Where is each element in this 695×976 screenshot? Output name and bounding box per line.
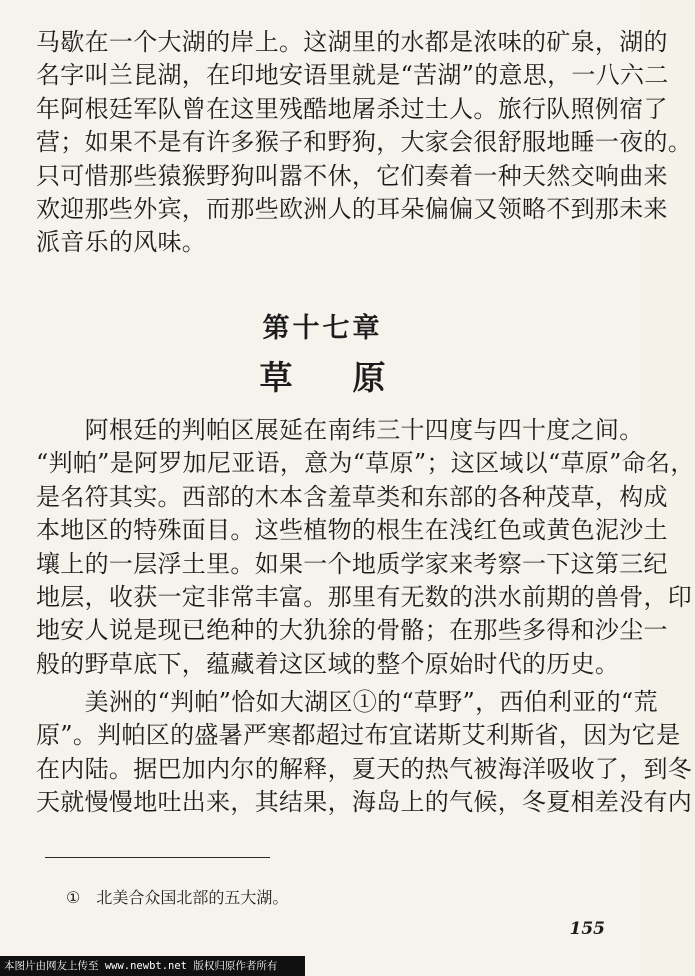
text-line: 派音乐的风味。 xyxy=(36,228,207,257)
footnote-mark: ① xyxy=(66,888,81,907)
text-line: 马歇在一个大湖的岸上。这湖里的水都是浓味的矿泉，湖的 xyxy=(36,28,668,56)
text-line: 天就慢慢地吐出来，其结果，海岛上的气候，冬夏相差没有内 xyxy=(36,788,693,817)
footnote xyxy=(66,885,288,908)
paragraph-continuation xyxy=(36,26,693,260)
text-line: 营；如果不是有许多猴子和野狗，大家会很舒服地睡一夜的。 xyxy=(36,128,693,157)
chapter-title: 草原 xyxy=(259,358,446,397)
watermark-banner: 本图片由网友上传至 www.newbt.net 版权归原作者所有 xyxy=(0,956,305,976)
footnote-divider xyxy=(45,857,270,858)
text-line: 美洲的“判帕”恰如大湖区①的“草野”，西伯利亚的“荒 xyxy=(36,688,658,716)
text-line: 年阿根廷军队曾在这里残酷地屠杀过土人。旅行队照例宿了 xyxy=(36,94,668,123)
footnote-text: 北美合众国北部的五大湖。 xyxy=(96,888,289,907)
text-line: 本地区的特殊面目。这些植物的根生在浅红色或黄色泥沙土 xyxy=(36,516,668,545)
text-line: 壤上的一层浮土里。如果一个地质学家来考察一下这第三纪 xyxy=(36,549,668,578)
paragraph-pampas-climate xyxy=(36,686,693,820)
text-line: 原”。判帕区的盛暑严寒都超过布宜诺斯艾利斯省，因为它是 xyxy=(36,721,681,750)
text-line: 般的野草底下，蕴藏着这区域的整个原始时代的历史。 xyxy=(36,649,620,678)
text-line: 只可惜那些猿猴野狗叫嚣不休，它们奏着一种天然交响曲来 xyxy=(36,161,668,190)
text-line: 地层，收获一定非常丰富。那里有无数的洪水前期的兽骨，印 xyxy=(36,583,693,612)
text-line: 阿根廷的判帕区展延在南纬三十四度与四十度之间。 xyxy=(36,416,644,444)
text-line: 名字叫兰昆湖，在印地安语里就是“苦湖”的意思，一八六二 xyxy=(36,61,669,90)
text-line: 在内陆。据巴加内尔的解释，夏天的热气被海洋吸收了，到冬 xyxy=(36,754,693,783)
text-line: 是名符其实。西部的木本含羞草类和东部的各种茂草，构成 xyxy=(36,482,668,511)
chapter-number: 第十七章 xyxy=(262,313,383,344)
text-line: 地安人说是现已绝种的大犰狳的骨骼；在那些多得和沙尘一 xyxy=(36,616,668,645)
page-number: 155 xyxy=(569,919,605,939)
text-line: “判帕”是阿罗加尼亚语，意为“草原”；这区域以“草原”命名， xyxy=(36,449,695,478)
paragraph-pampas-intro xyxy=(36,414,695,681)
text-line: 欢迎那些外宾，而那些欧洲人的耳朵偏偏又领略不到那未来 xyxy=(36,195,668,224)
